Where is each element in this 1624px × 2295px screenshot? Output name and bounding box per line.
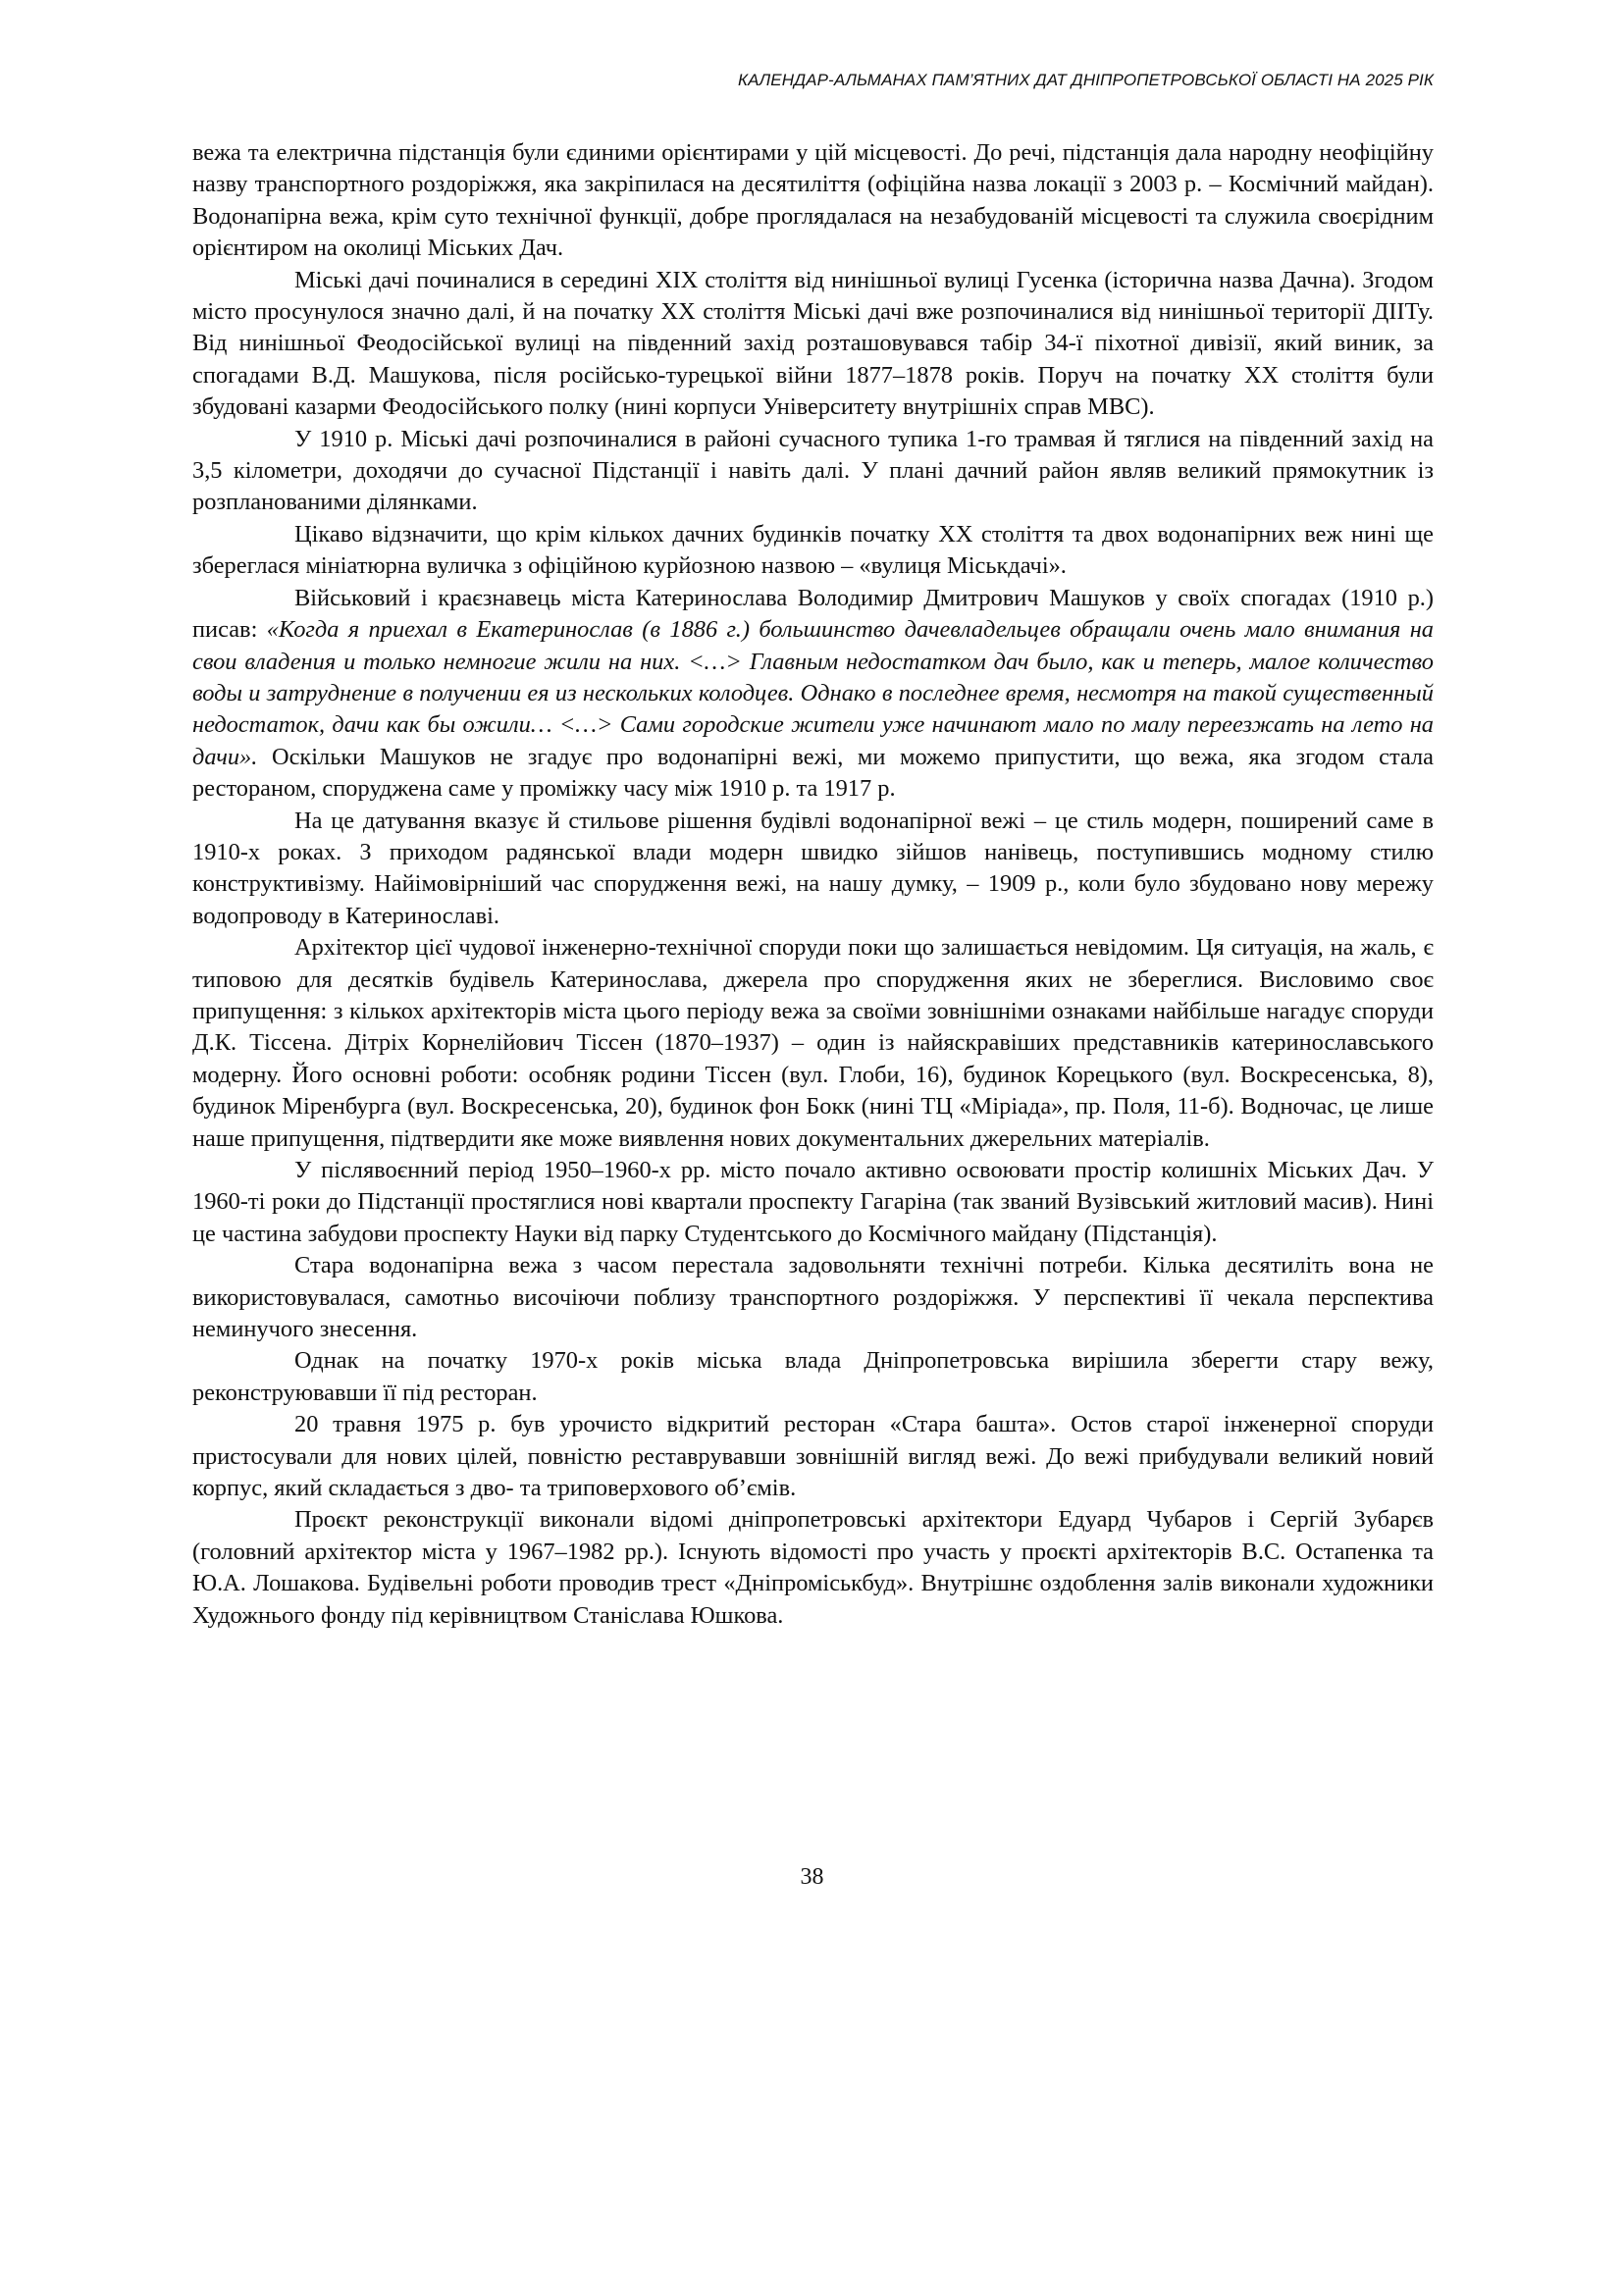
paragraph-4: Цікаво відзначити, що крім кількох дачних будинків початку XX століття та двох водонапірних веж нині ще збереглася мініатюрна вуличка з офіційною курйозною назвою – «вулиця Міськдачі». bbox=[192, 520, 1434, 580]
paragraph-2: Міські дачі починалися в середині XIX століття від нинішньої вулиці Гусенка (історична назва Дачна). Згодом місто просунулося значно далі, й на початку XX століття Міські дачі вже розпочиналися від нинішньої території ДІІТу. Від нинішньої Феодосійської вулиці на південний захід розташовувався табір 34-ї піхотної дивізії, який виник, за спогадами В.Д. Машукова, після російсько-турецької війни 1877–1878 років. Поруч на початку XX століття були збудовані казарми Феодосійського полку (нині корпуси Університету внутрішніх справ МВС). bbox=[192, 266, 1434, 421]
paragraph-11: 20 травня 1975 р. був урочисто відкритий ресторан «Стара башта». Остов старої інженерної споруди пристосували для нових цілей, повністю реставрувавши зовнішній вигляд вежі. До вежі прибудували великий новий корпус, який складається з дво- та триповерхового об’ємів. bbox=[192, 1411, 1434, 1502]
mashukov-quote: «Когда я приехал в Екатеринослав (в 1886 г.) большинство дачевладельцев обращали очень мало внимания на свои владения и только немногие жили на них. <…> Главным недостатком дач было, как и теперь, малое количество воды и затруднение в получении ея из нескольких колодцев. Однако в последнее время, несмотря на такой существенный недостаток, дачи как бы ожили… <…> Сами городские жители уже начинают мало по малу переезжать на лето на дачи». bbox=[192, 616, 1434, 770]
paragraph-6: На це датування вказує й стильове рішення будівлі водонапірної вежі – це стиль модерн, поширений саме в 1910-х роках. З приходом радянської влади модерн швидко зійшов нанівець, поступившись модному стилю конструктивізму. Найімовірніший час спорудження вежі, на нашу думку, – 1909 р., коли було збудовано нову мережу водопроводу в Катеринославі. bbox=[192, 807, 1434, 929]
paragraph-9: Стара водонапірна вежа з часом перестала задовольняти технічні потреби. Кілька десятиліть вона не використовувалася, самотньо височіючи поблизу транспортного роздоріжжя. У перспективі її чекала перспектива неминучого знесення. bbox=[192, 1252, 1434, 1343]
paragraph-7: Архітектор цієї чудової інженерно-технічної споруди поки що залишається невідомим. Ця ситуація, на жаль, є типовою для десятків будівель Катеринослава, джерела про спорудження яких не збереглися. Висловимо своє припущення: з кількох архітекторів міста цього періоду вежа за своїми зовнішніми ознаками найбільше нагадує споруди Д.К. Тіссена. Дітріх Корнелійович Тіссен (1870–1937) – один із найяскравіших представників катеринославського модерну. Його основні роботи: особняк родини Тіссен (вул. Глоби, 16), будинок Корецького (вул. Воскресенська, 8), будинок Міренбурга (вул. Воскресенська, 20), будинок фон Бокк (нині ТЦ «Міріада», пр. Поля, 11-б). Водночас, це лише наше припущення, підтвердити яке може виявлення нових документальних джерельних матеріалів. bbox=[192, 934, 1434, 1152]
paragraph-8: У післявоєнний період 1950–1960-х рр. місто почало активно освоювати простір колишніх Міських Дач. У 1960-ті роки до Підстанції простяглися нові квартали проспекту Гагаріна (так званий Вузівський житловий масив). Нині це частина забудови проспекту Науки від парку Студентського до Космічного майдану (Підстанція). bbox=[192, 1157, 1434, 1247]
paragraph-5-conclusion: Оскільки Машуков не згадує про водонапірні вежі, ми можемо припустити, що вежа, яка згодом стала рестораном, споруджена саме у проміжку часу між 1910 р. та 1917 р. bbox=[192, 743, 1434, 803]
paragraph-12: Проєкт реконструкції виконали відомі дніпропетровські архітектори Едуард Чубаров і Сергій Зубарєв (головний архітектор міста у 1967–1982 рр.). Існують відомості про участь у проєкті архітекторів В.С. Остапенка та Ю.А. Лошакова. Будівельні роботи проводив трест «Дніпроміськбуд». Внутрішнє оздоблення залів виконали художники Художнього фонду під керівництвом Станіслава Юшкова. bbox=[192, 1506, 1434, 1629]
body-text bbox=[192, 137, 1434, 1632]
paragraph-1: вежа та електрична підстанція були єдиними орієнтирами у цій місцевості. До речі, підстанція дала народну неофіційну назву транспортного роздоріжжя, яка закріпилася на десятиліття (офіційна назва локації з 2003 р. – Космічний майдан). Водонапірна вежа, крім суто технічної функції, добре проглядалася на незабудованій місцевості та служила своєрідним орієнтиром на околиці Міських Дач. bbox=[192, 139, 1434, 262]
paragraph-10: Однак на початку 1970-х років міська влада Дніпропетровська вирішила зберегти стару вежу, реконструювавши її під ресторан. bbox=[192, 1347, 1434, 1406]
paragraph-5 bbox=[192, 583, 1434, 806]
paragraph-3: У 1910 р. Міські дачі розпочиналися в районі сучасного тупика 1-го трамвая й тяглися на південний захід на 3,5 кілометри, доходячи до сучасної Підстанції і навіть далі. У плані дачний район являв великий прямокутник із розпланованими ділянками. bbox=[192, 425, 1434, 516]
paragraph-5-intro: Військовий і краєзнавець міста Катеринослава Володимир Дмитрович Машуков у своїх спогадах (1910 р.) писав: bbox=[192, 584, 1434, 644]
running-header: КАЛЕНДАР-АЛЬМАНАХ ПАМ’ЯТНИХ ДАТ ДНІПРОПЕТРОВСЬКОЇ ОБЛАСТІ НА 2025 РІК bbox=[737, 71, 1434, 89]
page-number: 38 bbox=[800, 1864, 824, 1890]
